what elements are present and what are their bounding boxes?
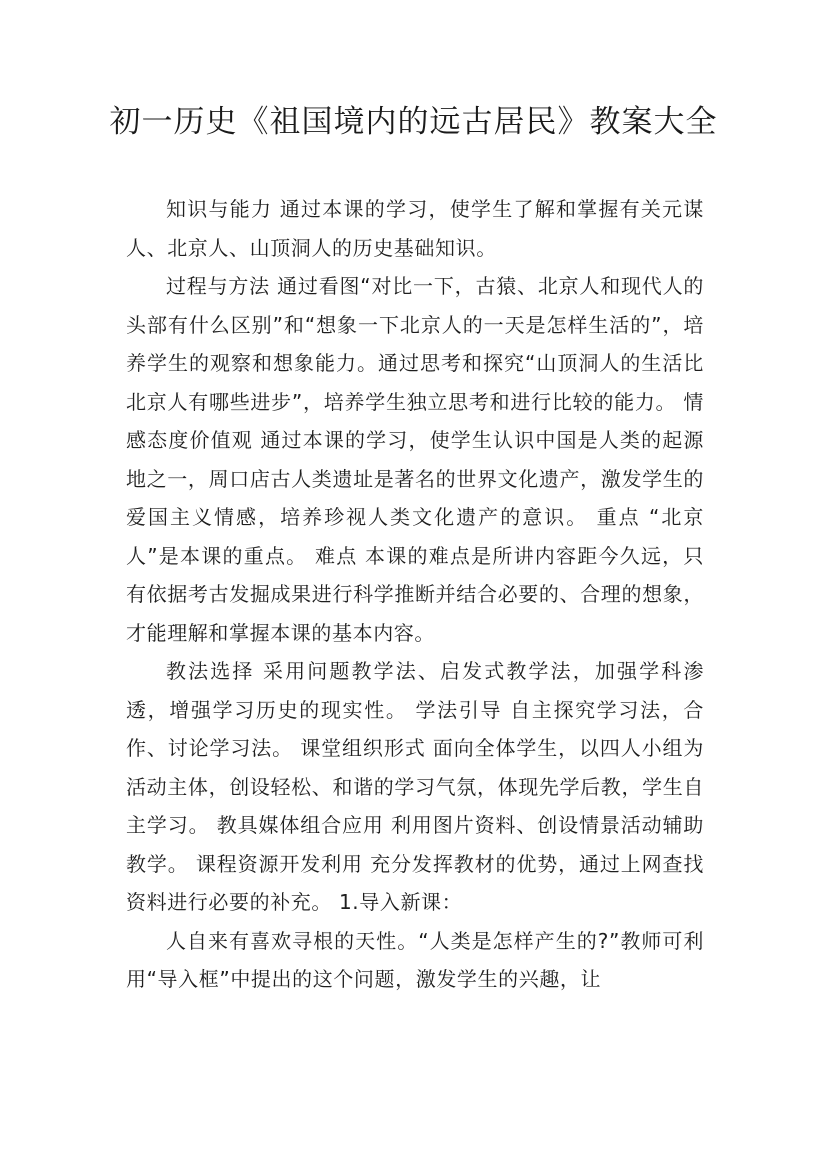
paragraph-introduction: 人自来有喜欢寻根的天性。“人类是怎样产生的?”教师可利用“导入框”中提出的这个问题，激发学生的兴趣，让 [126,928,704,991]
document-title: 初一历史《祖国境内的远古居民》教案大全 [109,104,718,140]
document-body [126,190,704,999]
paragraph-process-method: 过程与方法 通过看图“对比一下，古猿、北京人和现代人的头部有什么区别”和“想象一下北京人的一天是怎样生活的”，培养学生的观察和想象能力。通过思考和探究“山顶洞人的生活比北京人有哪些进步”，培养学生独立思考和进行比较的能力。 情感态度价值观 通过本课的学习，使学生认识中国是人类的起源地之一，周口店古人类遗址是著名的世界文化遗产，激发学生的爱国主义情感，培养珍视人类文化遗产的意识。 重点 “北京人”是本课的重点。 难点 本课的难点是所讲内容距今久远，只有依据考古发掘成果进行科学推断并结合必要的、合理的想象，才能理解和掌握本课的基本内容。 [126,274,704,645]
paragraph-knowledge-ability: 知识与能力 通过本课的学习，使学生了解和掌握有关元谋人、北京人、山顶洞人的历史基础知识。 [126,197,704,260]
paragraph-teaching-method: 教法选择 采用问题教学法、启发式教学法，加强学科渗透，增强学习历史的现实性。 学法引导 自主探究学习法，合作、讨论学习法。 课堂组织形式 面向全体学生，以四人小组为活动主体，创设轻松、和谐的学习气氛，体现先学后教，学生自主学习。 教具媒体组合应用 利用图片资料、创设情景活动辅助教学。 课程资源开发利用 充分发挥教材的优势，通过上网查找资料进行必要的补充。 1.导入新课： [126,659,704,914]
